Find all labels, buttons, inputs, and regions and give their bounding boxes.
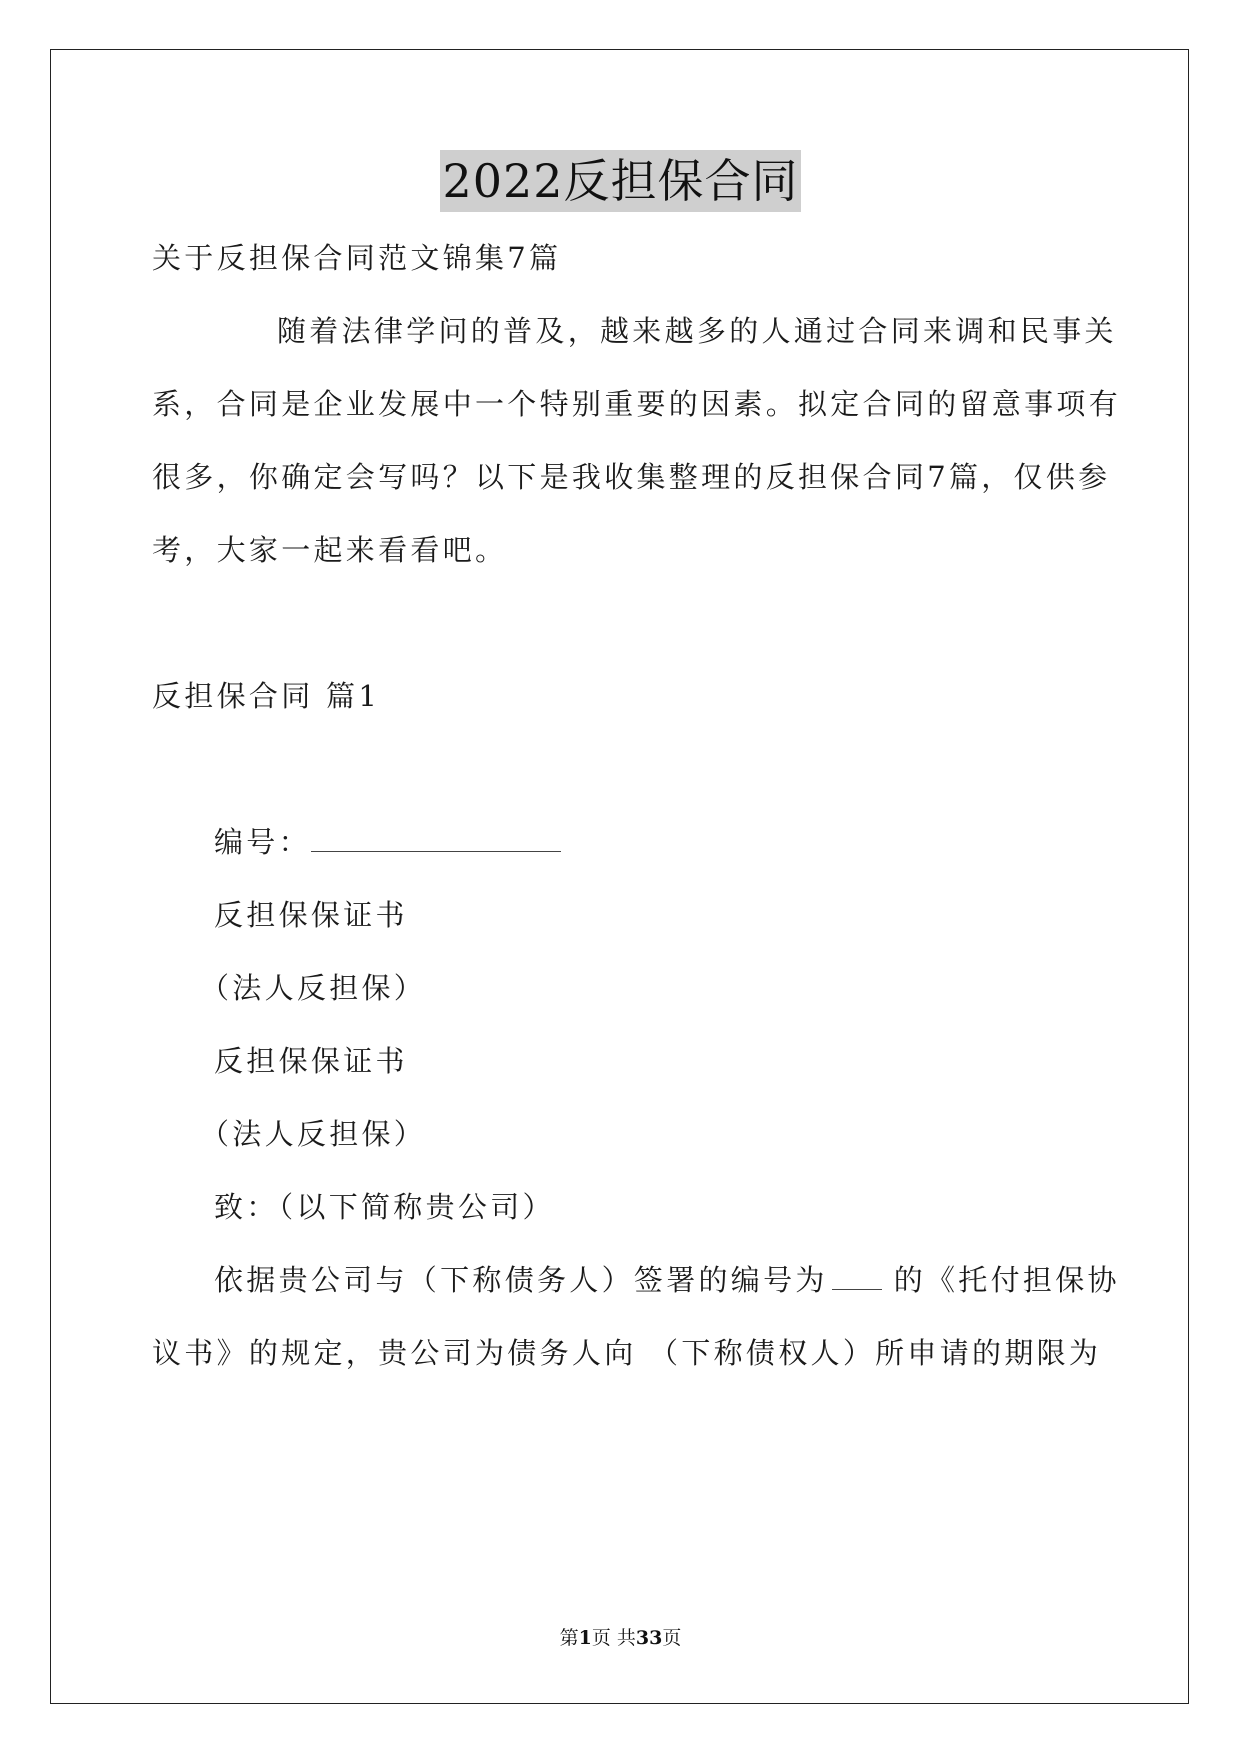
- title-container: [0, 150, 1241, 212]
- intro-line-3: 很多，你确定会写吗？以下是我收集整理的反担保合同7篇，仅供参: [152, 460, 1111, 494]
- cert-subtitle-2: （法人反担保）: [200, 1117, 427, 1151]
- footer-prefix: 第: [559, 1627, 579, 1649]
- footer-total-pages: 33: [635, 1627, 663, 1649]
- cert-subtitle-1: （法人反担保）: [200, 971, 427, 1005]
- number-row: [214, 824, 561, 860]
- intro-line-1: 随着法律学问的普及，越来越多的人通过合同来调和民事关: [277, 314, 1117, 348]
- intro-line-4: 考，大家一起来看看吧。: [152, 533, 508, 567]
- document-subtitle: 关于反担保合同范文锦集7篇: [152, 241, 562, 275]
- cert-title-1: 反担保保证书: [214, 898, 408, 932]
- intro-line-2: 系，合同是企业发展中一个特别重要的因素。拟定合同的留意事项有: [152, 387, 1122, 421]
- page-border: [50, 49, 1189, 1704]
- section-heading: 反担保合同 篇1: [152, 679, 381, 713]
- footer-current-page: 1: [578, 1627, 592, 1649]
- document-title: 2022反担保合同: [440, 150, 800, 212]
- to-line: 致：（以下简称贵公司）: [214, 1190, 555, 1224]
- body-line-1: [214, 1262, 1120, 1298]
- footer-middle: 页 共: [591, 1627, 636, 1649]
- footer-suffix: 页: [662, 1627, 682, 1649]
- agreement-number-blank: [832, 1263, 882, 1290]
- body-line-1-start: 依据贵公司与（下称债务人）签署的编号为: [214, 1263, 828, 1297]
- number-blank-line: [311, 825, 561, 852]
- body-line-2: 议书》的规定，贵公司为债务人向 （下称债权人）所申请的期限为: [152, 1336, 1102, 1370]
- cert-title-2: 反担保保证书: [214, 1044, 408, 1078]
- number-label: 编号：: [214, 825, 311, 859]
- body-line-1-end: 的《托付担保协: [893, 1263, 1120, 1297]
- page-footer: [0, 1626, 1241, 1650]
